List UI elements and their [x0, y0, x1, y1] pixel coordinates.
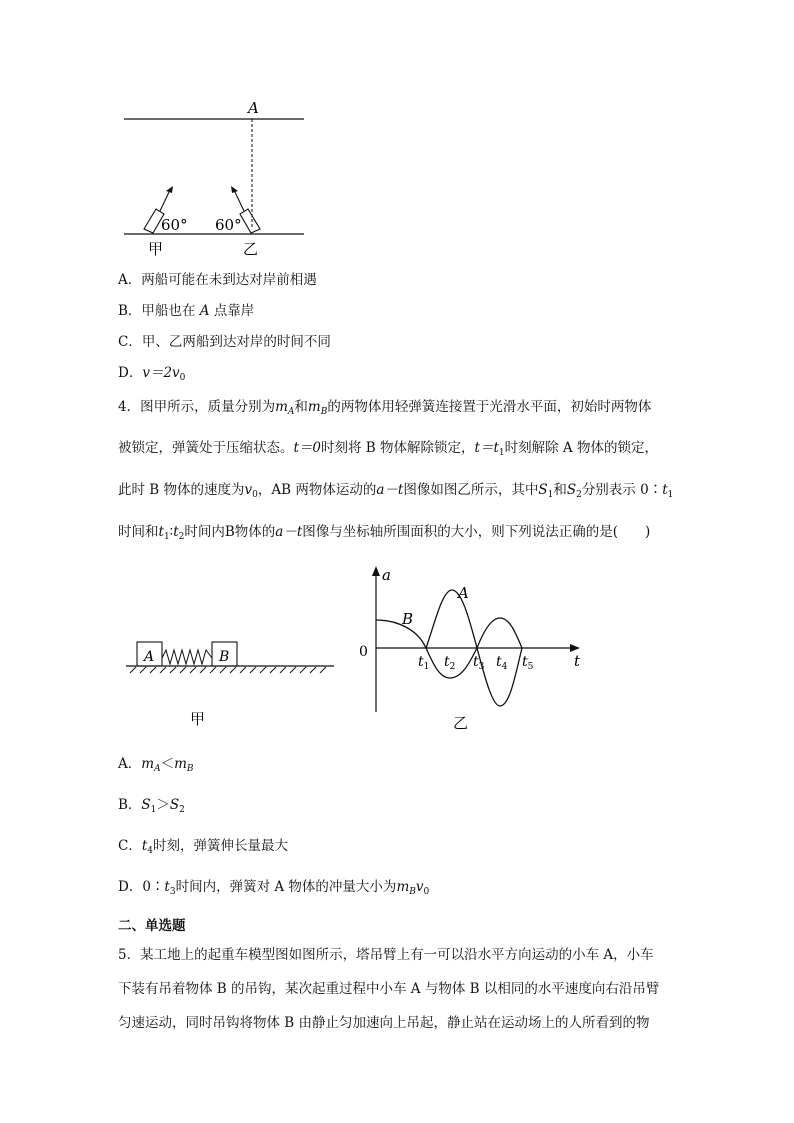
t-axis-arrowhead-icon — [570, 644, 580, 652]
q4-line-3: 此时 B 物体的速度为$v_0$，AB 两物体运动的a－t图像如图乙所示，其中$S_1$和$S_2$分别表示 $0∶t_1$ — [118, 482, 674, 500]
figure-jia-label: 甲 — [190, 710, 206, 728]
figure-yi-label: 乙 — [453, 714, 469, 732]
q4-line-2: 被锁定，弹簧处于压缩状态。t＝0时刻将 B 物体解除锁定，$t=t_1$时刻解除 A 物体的锁定， — [118, 440, 658, 458]
tick-t2: $t_2$ — [444, 654, 456, 672]
spring-blocks-figure — [120, 630, 340, 730]
block-B-label: B — [219, 649, 230, 665]
tick-t1: $t_1$ — [418, 654, 430, 672]
boat-jia-label: 甲 — [148, 240, 164, 258]
q4-option-c: C．$t_4$时刻，弹簧伸长量最大 — [118, 838, 289, 856]
a-t-graph-figure — [350, 562, 590, 737]
river-boats-figure — [118, 96, 318, 261]
tick-t4: $t_4$ — [496, 654, 508, 672]
arrowhead-icon — [231, 186, 238, 193]
q3-option-d: D．$v=2v_0$ — [118, 365, 186, 383]
q4-line-4: 时间和$t_1∶t_2$时间内B物体的a－t图像与坐标轴所围面积的大小，则下列说法正确的是( ) — [118, 524, 651, 542]
angle-label-yi: 60° — [215, 216, 242, 234]
q5-line-2: 下装有吊着物体 B 的吊钩，某次起重过程中小车 A 与物体 B 以相同的水平速度向右沿吊臂 — [118, 981, 660, 997]
ground-hatching — [130, 667, 326, 673]
q3-option-c: C．甲、乙两船到达对岸的时间不同 — [118, 334, 331, 350]
boat-yi-icon — [240, 209, 260, 233]
angle-label-jia: 60° — [161, 216, 188, 234]
curve-A-label: A — [458, 584, 469, 602]
q4-option-a: A．$m_A<m_B$ — [118, 756, 194, 774]
q4-option-d: D．$0∶t_3$时间内，弹簧对 A 物体的冲量大小为$m_Bv_0$ — [118, 879, 430, 897]
q5-line-1: 5．某工地上的起重车模型图如图所示，塔吊臂上有一可以沿水平方向运动的小车 A，小车 — [118, 947, 654, 963]
spring-icon — [162, 650, 212, 664]
origin-label: 0 — [359, 644, 368, 660]
q4-option-b: B．$S_1>S_2$ — [118, 797, 185, 815]
point-A-label: A — [248, 99, 259, 117]
q3-option-a: A．两船可能在未到达对岸前相遇 — [118, 272, 317, 288]
a-axis-label: a — [382, 566, 391, 584]
a-axis-arrowhead-icon — [372, 566, 380, 576]
tick-t5: $t_5$ — [522, 654, 534, 672]
q5-line-3: 匀速运动，同时吊钩将物体 B 由静止匀加速向上吊起，静止站在运动场上的人所看到的物 — [118, 1015, 650, 1031]
q4-line-1: 4．图甲所示，质量分别为$m_A$和$m_B$的两物体用轻弹簧连接置于光滑水平面，初始时两物体 — [118, 399, 652, 417]
boat-jia-velocity-arrow — [160, 190, 170, 211]
q3-option-b: B．甲船也在 A 点靠岸 — [118, 303, 255, 319]
boat-yi-velocity-arrow — [234, 190, 244, 211]
block-A-label: A — [144, 649, 155, 665]
curve-B-label: B — [402, 610, 414, 628]
tick-t3: $t_3$ — [473, 654, 485, 672]
t-axis-label: t — [574, 652, 581, 670]
section-heading: 二、单选题 — [118, 918, 186, 934]
arrowhead-icon — [166, 186, 173, 193]
boat-yi-label: 乙 — [243, 240, 259, 258]
